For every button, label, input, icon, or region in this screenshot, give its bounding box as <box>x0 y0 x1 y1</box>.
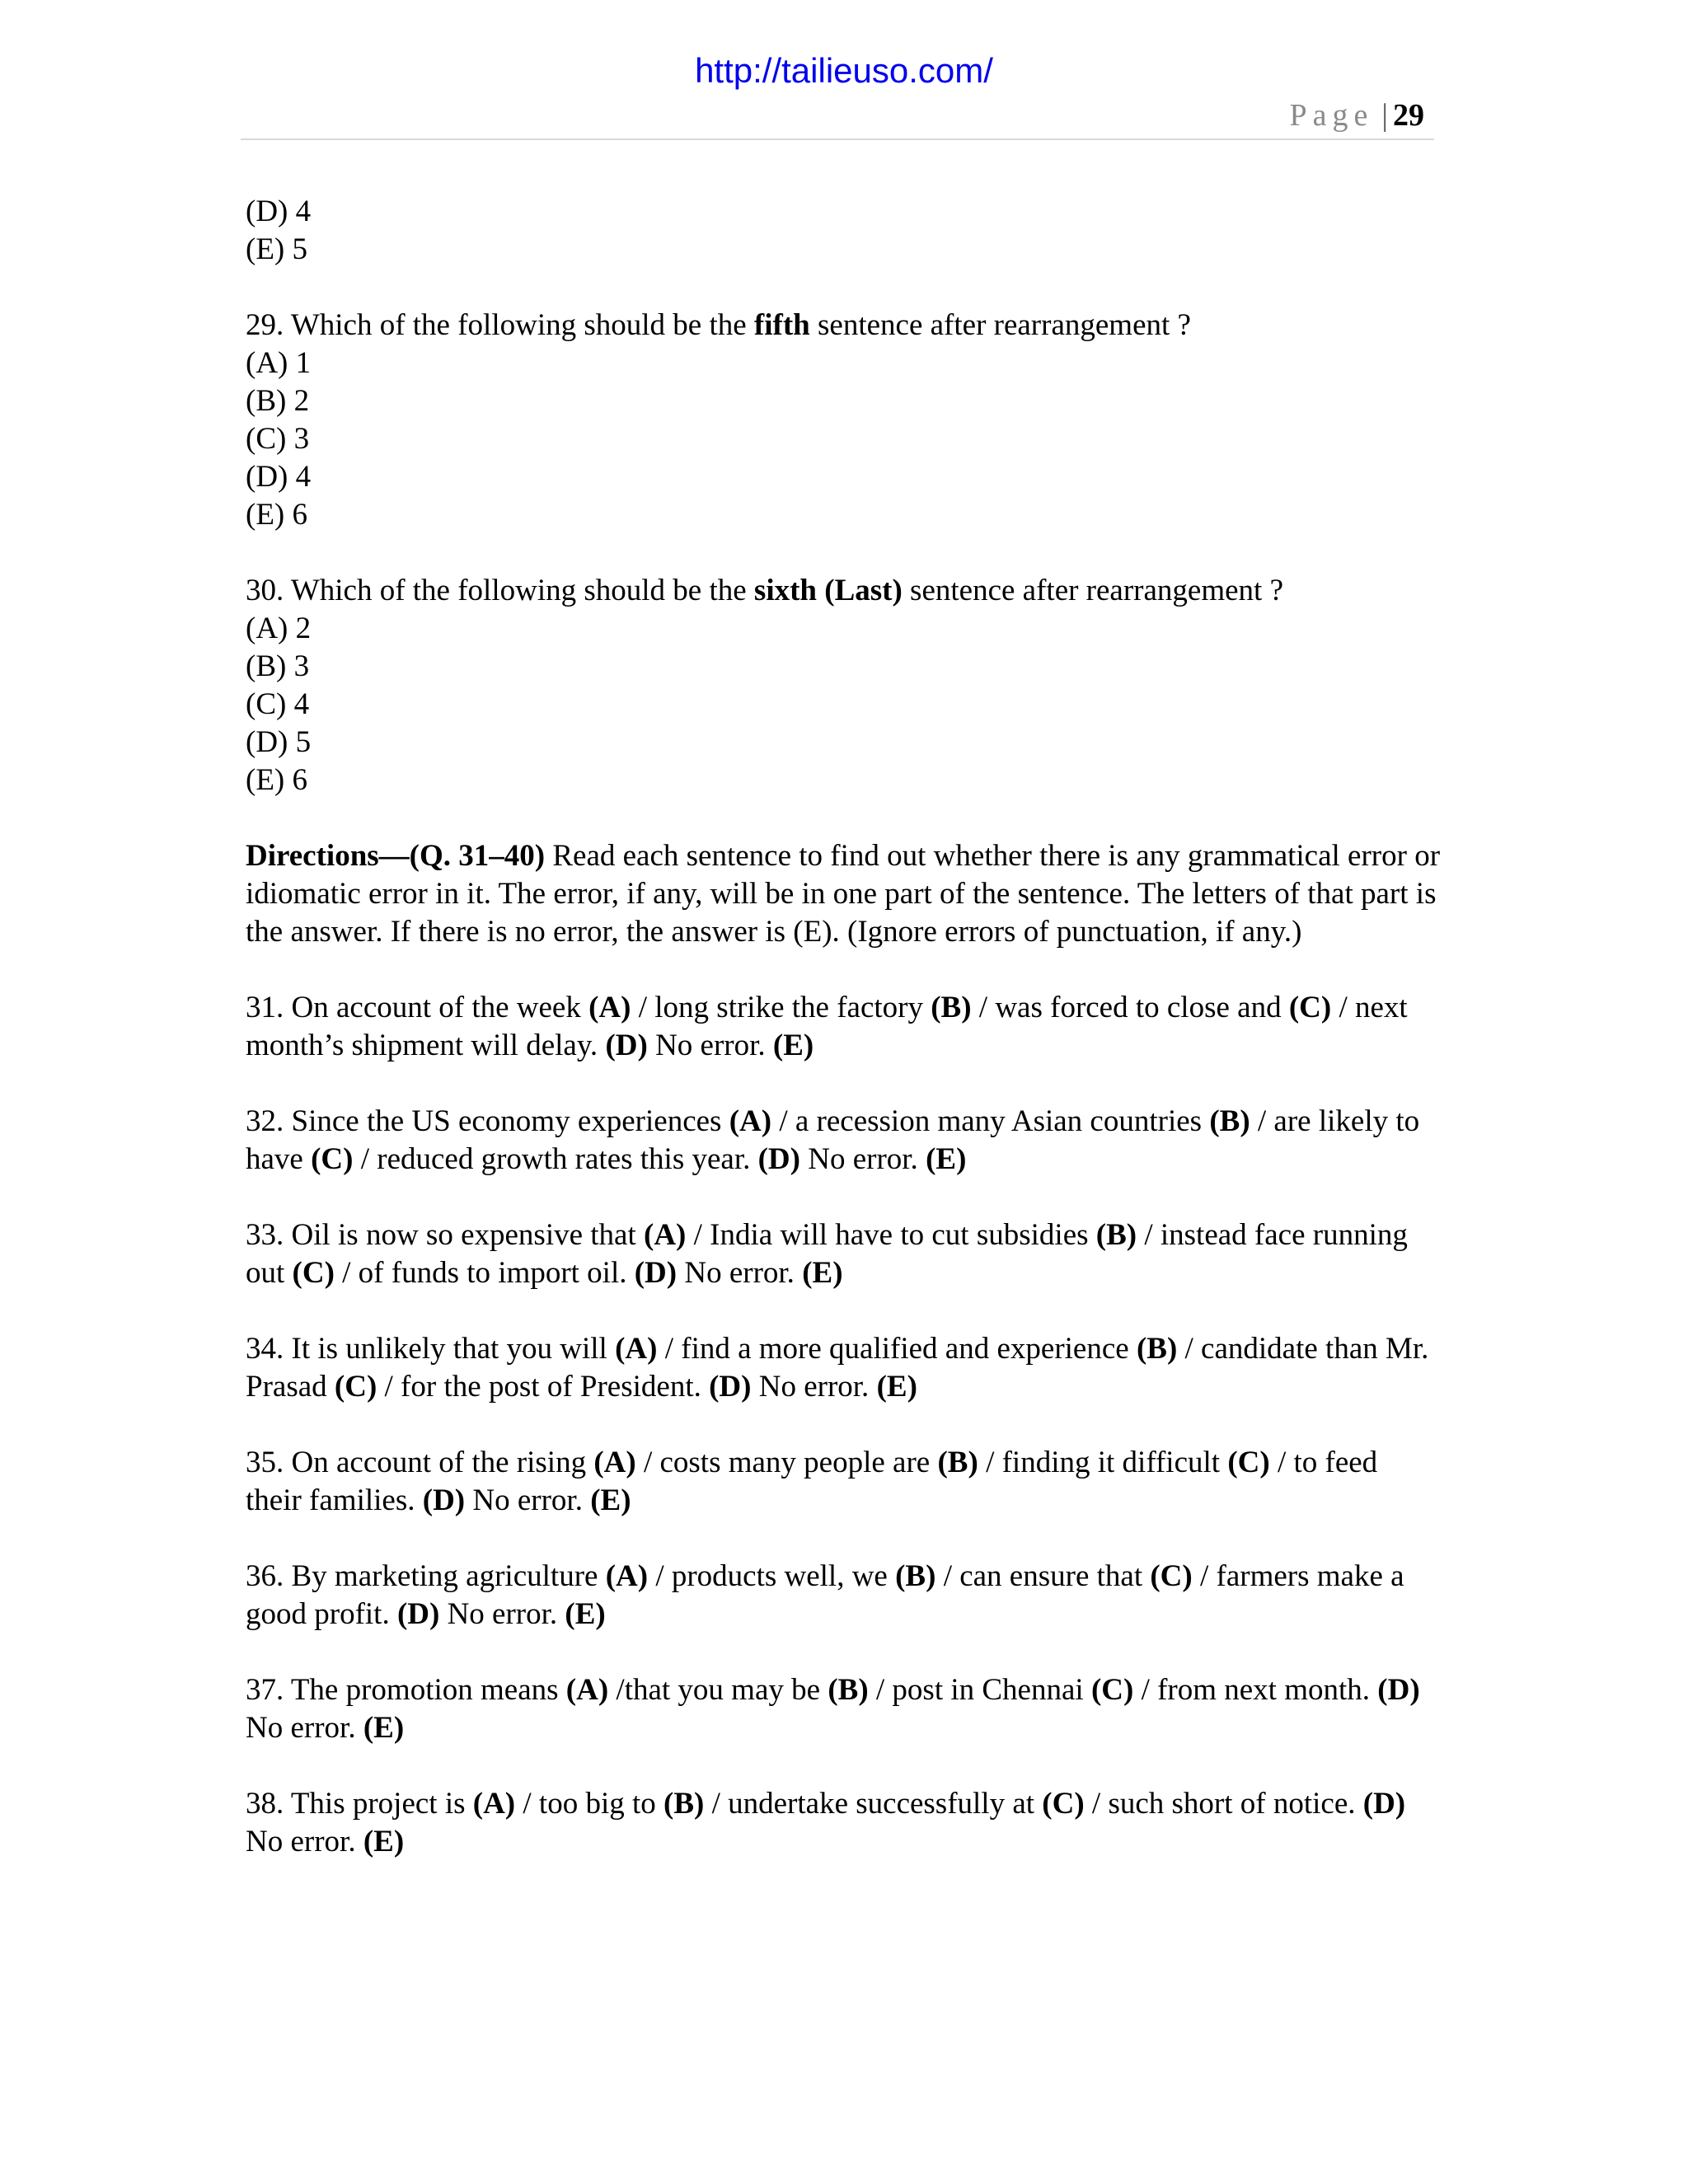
option-line: (D) 4 <box>246 460 312 494</box>
question-35: 35. On account of the rising (A) / costs many people are (B) / finding it difficult (C) / to feed their families. (D) No error. (E) <box>246 1446 1378 1517</box>
option-line: (D) 4 <box>246 194 312 228</box>
question-37: 37. The promotion means (A) /that you may be (B) / post in Chennai (C) / from next month. (D) No error. (E) <box>246 1673 1420 1745</box>
option-line: (E) 6 <box>246 498 307 532</box>
option-line: (C) 4 <box>246 687 310 721</box>
page-number: 29 <box>1393 98 1424 133</box>
option-line: (A) 2 <box>246 612 312 645</box>
question-31: 31. On account of the week (A) / long strike the factory (B) / was forced to close and (C) / next month’s shipment will delay. (D) No error. (E) <box>246 991 1408 1062</box>
option-line: (E) 6 <box>246 763 307 797</box>
page-word: Page <box>1289 98 1374 133</box>
question-38: 38. This project is (A) / too big to (B) / undertake successfully at (C) / such short of notice. (D) No error. (E) <box>246 1787 1406 1858</box>
question-30: 30. Which of the following should be the sixth (Last) sentence after rearrangement ? <box>246 574 1283 607</box>
option-line: (D) 5 <box>246 725 312 759</box>
header-url-link[interactable]: http://tailieuso.com/ <box>695 51 993 90</box>
directions-paragraph: Directions—(Q. 31–40) Read each sentence to find out whether there is any grammatical error or idiomatic error in it. The error, if any, will be in one part of the sentence. The letters of that part is the answer. If there is no error, the answer is (E). (Ignore errors of punctuation, if any.) <box>246 839 1441 949</box>
question-36: 36. By marketing agriculture (A) / products well, we (B) / can ensure that (C) / farmers make a good profit. (D) No error. (E) <box>246 1559 1404 1631</box>
option-line: (C) 3 <box>246 422 310 456</box>
option-line: (E) 5 <box>246 232 307 266</box>
question-29: 29. Which of the following should be the fifth sentence after rearrangement ? <box>246 308 1191 342</box>
option-line: (B) 3 <box>246 649 310 683</box>
page-separator: | <box>1381 98 1388 133</box>
question-34: 34. It is unlikely that you will (A) / find a more qualified and experience (B) / candidate than Mr. Prasad (C) / for the post of President. (D) No error. (E) <box>246 1332 1429 1404</box>
page-number-label <box>1290 97 1424 134</box>
header-divider <box>241 138 1434 140</box>
question-33: 33. Oil is now so expensive that (A) / India will have to cut subsidies (B) / instead face running out (C) / of funds to import oil. (D) No error. (E) <box>246 1218 1408 1290</box>
option-line: (A) 1 <box>246 346 312 380</box>
question-32: 32. Since the US economy experiences (A) / a recession many Asian countries (B) / are likely to have (C) / reduced growth rates this year. (D) No error. (E) <box>246 1104 1420 1176</box>
page-content <box>246 193 1441 1861</box>
option-line: (B) 2 <box>246 384 310 418</box>
